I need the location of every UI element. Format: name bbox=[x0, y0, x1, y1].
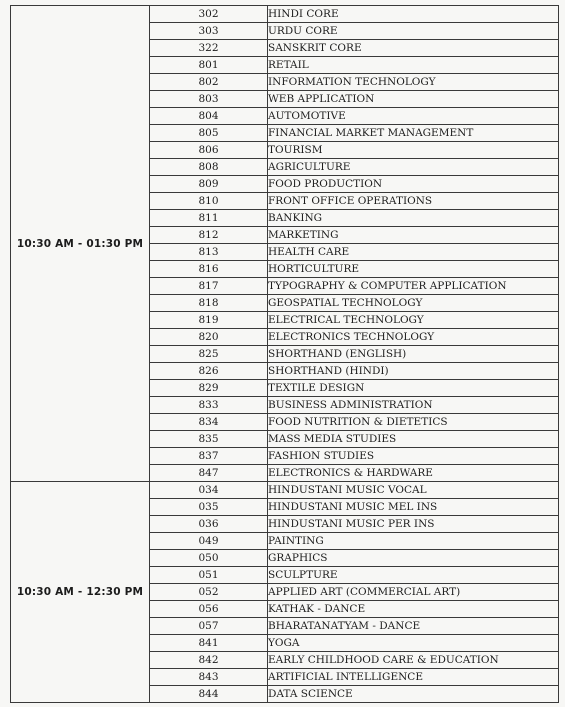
subject-code: 847 bbox=[150, 465, 268, 482]
subject-name: EARLY CHILDHOOD CARE & EDUCATION bbox=[268, 652, 559, 669]
subject-name: FRONT OFFICE OPERATIONS bbox=[268, 193, 559, 210]
subject-code: 036 bbox=[150, 516, 268, 533]
subject-name: FOOD PRODUCTION bbox=[268, 176, 559, 193]
subject-name: SANSKRIT CORE bbox=[268, 40, 559, 57]
subject-code: 056 bbox=[150, 601, 268, 618]
subject-name: HINDUSTANI MUSIC PER INS bbox=[268, 516, 559, 533]
subject-name: TYPOGRAPHY & COMPUTER APPLICATION bbox=[268, 278, 559, 295]
subject-name: KATHAK - DANCE bbox=[268, 601, 559, 618]
subject-name: FINANCIAL MARKET MANAGEMENT bbox=[268, 125, 559, 142]
subject-name: DATA SCIENCE bbox=[268, 686, 559, 703]
subject-code: 057 bbox=[150, 618, 268, 635]
subject-name: FASHION STUDIES bbox=[268, 448, 559, 465]
subject-code: 035 bbox=[150, 499, 268, 516]
subject-code: 829 bbox=[150, 380, 268, 397]
table-row bbox=[11, 482, 559, 499]
subject-code: 802 bbox=[150, 74, 268, 91]
subject-code: 817 bbox=[150, 278, 268, 295]
subject-code: 806 bbox=[150, 142, 268, 159]
subject-code: 818 bbox=[150, 295, 268, 312]
subject-code: 841 bbox=[150, 635, 268, 652]
subject-name: INFORMATION TECHNOLOGY bbox=[268, 74, 559, 91]
subject-name: FOOD NUTRITION & DIETETICS bbox=[268, 414, 559, 431]
subject-name: PAINTING bbox=[268, 533, 559, 550]
subject-name: HINDI CORE bbox=[268, 6, 559, 23]
subject-name: TOURISM bbox=[268, 142, 559, 159]
table-row bbox=[11, 6, 559, 23]
subject-name: TEXTILE DESIGN bbox=[268, 380, 559, 397]
subject-name: MASS MEDIA STUDIES bbox=[268, 431, 559, 448]
subject-code: 820 bbox=[150, 329, 268, 346]
subject-name: ELECTRONICS TECHNOLOGY bbox=[268, 329, 559, 346]
subject-name: ELECTRONICS & HARDWARE bbox=[268, 465, 559, 482]
subject-name: GEOSPATIAL TECHNOLOGY bbox=[268, 295, 559, 312]
subject-code: 812 bbox=[150, 227, 268, 244]
subject-code: 801 bbox=[150, 57, 268, 74]
subject-name: BANKING bbox=[268, 210, 559, 227]
subject-code: 810 bbox=[150, 193, 268, 210]
subject-code: 842 bbox=[150, 652, 268, 669]
subject-name: ARTIFICIAL INTELLIGENCE bbox=[268, 669, 559, 686]
subject-code: 816 bbox=[150, 261, 268, 278]
subject-code: 052 bbox=[150, 584, 268, 601]
subject-name: MARKETING bbox=[268, 227, 559, 244]
subject-code: 034 bbox=[150, 482, 268, 499]
subject-code: 834 bbox=[150, 414, 268, 431]
subject-name: WEB APPLICATION bbox=[268, 91, 559, 108]
subject-code: 804 bbox=[150, 108, 268, 125]
subject-code: 805 bbox=[150, 125, 268, 142]
subject-name: ELECTRICAL TECHNOLOGY bbox=[268, 312, 559, 329]
subject-code: 303 bbox=[150, 23, 268, 40]
schedule-body bbox=[11, 6, 559, 703]
subject-name: BHARATANATYAM - DANCE bbox=[268, 618, 559, 635]
subject-code: 843 bbox=[150, 669, 268, 686]
subject-name: RETAIL bbox=[268, 57, 559, 74]
subject-code: 813 bbox=[150, 244, 268, 261]
time-slot: 10:30 AM - 12:30 PM bbox=[11, 482, 150, 703]
subject-code: 322 bbox=[150, 40, 268, 57]
subject-name: AGRICULTURE bbox=[268, 159, 559, 176]
subject-name: HINDUSTANI MUSIC MEL INS bbox=[268, 499, 559, 516]
subject-name: GRAPHICS bbox=[268, 550, 559, 567]
time-slot: 10:30 AM - 01:30 PM bbox=[11, 6, 150, 482]
subject-code: 826 bbox=[150, 363, 268, 380]
subject-name: BUSINESS ADMINISTRATION bbox=[268, 397, 559, 414]
subject-name: AUTOMOTIVE bbox=[268, 108, 559, 125]
subject-code: 803 bbox=[150, 91, 268, 108]
subject-code: 833 bbox=[150, 397, 268, 414]
subject-code: 819 bbox=[150, 312, 268, 329]
subject-code: 811 bbox=[150, 210, 268, 227]
subject-name: SCULPTURE bbox=[268, 567, 559, 584]
subject-name: HEALTH CARE bbox=[268, 244, 559, 261]
subject-code: 050 bbox=[150, 550, 268, 567]
subject-name: APPLIED ART (COMMERCIAL ART) bbox=[268, 584, 559, 601]
subject-code: 835 bbox=[150, 431, 268, 448]
subject-code: 808 bbox=[150, 159, 268, 176]
subject-name: SHORTHAND (ENGLISH) bbox=[268, 346, 559, 363]
subject-code: 837 bbox=[150, 448, 268, 465]
subject-code: 825 bbox=[150, 346, 268, 363]
subject-name: SHORTHAND (HINDI) bbox=[268, 363, 559, 380]
subject-code: 809 bbox=[150, 176, 268, 193]
subject-name: URDU CORE bbox=[268, 23, 559, 40]
subject-name: YOGA bbox=[268, 635, 559, 652]
exam-schedule-table bbox=[10, 5, 559, 703]
subject-code: 302 bbox=[150, 6, 268, 23]
subject-code: 049 bbox=[150, 533, 268, 550]
subject-name: HORTICULTURE bbox=[268, 261, 559, 278]
subject-code: 844 bbox=[150, 686, 268, 703]
subject-name: HINDUSTANI MUSIC VOCAL bbox=[268, 482, 559, 499]
subject-code: 051 bbox=[150, 567, 268, 584]
